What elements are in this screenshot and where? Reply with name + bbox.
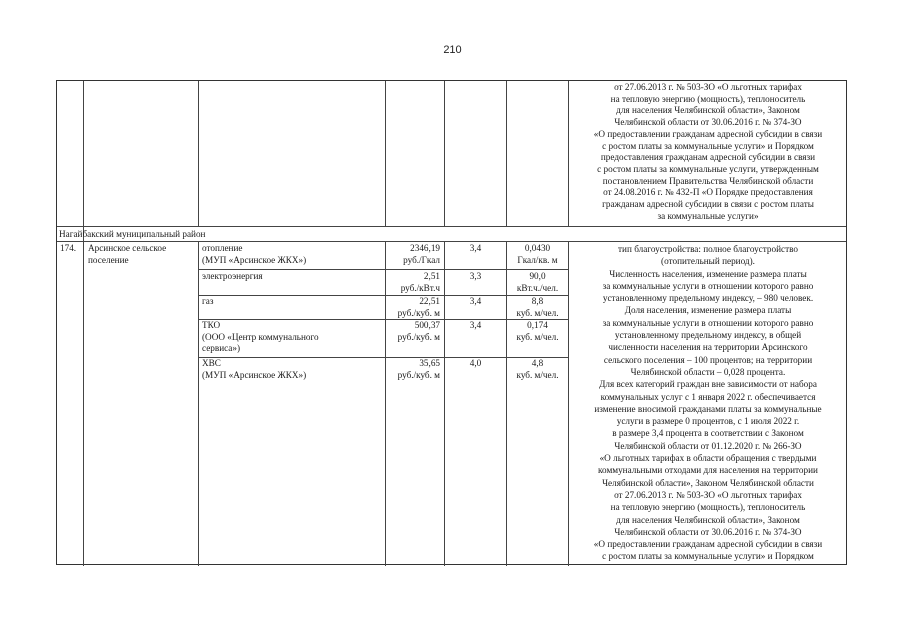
- tariff-value: 22,51: [419, 296, 440, 306]
- norm-value: 90,0: [529, 271, 546, 281]
- col-divider: [385, 81, 386, 226]
- norm-cold-water: [507, 358, 568, 381]
- note-line: за коммунальные услуги в отношении которого равно: [602, 317, 814, 328]
- service-name-cold-water: [202, 358, 384, 381]
- legal-basis-continuation: [569, 82, 847, 226]
- note-line: «О льготных тарифах в области обращения с твердыми: [599, 453, 817, 464]
- tariff-value: 2346,19: [410, 243, 440, 253]
- norm-unit: куб. м/чел.: [516, 331, 559, 342]
- norm-unit: Гкал/кв. м: [517, 254, 558, 265]
- service-name-heating: [202, 243, 384, 266]
- norm-unit: кВт.ч./чел.: [516, 282, 559, 293]
- legal-line: от 24.08.2016 г. № 432-П «О Порядке предоставления: [603, 187, 813, 198]
- note-line: численности населения на территории Арсинского: [608, 342, 808, 353]
- norm-gas: [507, 296, 568, 319]
- note-line: (отопительный период).: [661, 256, 755, 267]
- tariff-electricity: [386, 271, 440, 294]
- norm-value: 0,174: [527, 320, 548, 330]
- index-gas: 3,4: [469, 296, 482, 306]
- service-line: (МУП «Арсинское ЖКХ»): [202, 254, 307, 265]
- note-line: Челябинской области от 30.06.2016 г. № 374-ЗО: [614, 526, 802, 537]
- page-number: 210: [443, 44, 462, 56]
- row-divider: [57, 226, 846, 227]
- tariff-unit: руб./куб. м: [397, 331, 440, 342]
- tariff-waste: [386, 320, 440, 343]
- note-line: за коммунальные услуги в отношении которого равно: [602, 280, 814, 291]
- legal-line: на тепловую энергию (мощность), теплоноситель: [610, 93, 806, 104]
- note-line: от 27.06.2013 г. № 503-ЗО «О льготных тарифах: [614, 489, 802, 500]
- norm-unit: куб. м/чел.: [516, 307, 559, 318]
- service-line: ХВС: [202, 358, 221, 368]
- settlement-line: Арсинское сельское: [88, 243, 167, 253]
- col-divider: [198, 241, 199, 566]
- region-header: Нагайбакский муниципальный район: [59, 229, 206, 239]
- note-line: Численность населения, изменение размера платы: [609, 268, 807, 279]
- note-line: тип благоустройства: полное благоустройство: [618, 244, 798, 254]
- legal-line: «О предоставлении гражданам адресной субсидии в связи: [593, 128, 823, 139]
- legal-line: постановлением Правительства Челябинской области: [602, 175, 814, 186]
- settlement-name: [88, 243, 198, 266]
- norm-heating: [507, 243, 568, 266]
- note-line: на тепловую энергию (мощность), теплоноситель: [610, 502, 806, 513]
- row-divider: [198, 269, 568, 270]
- note-line: в размере 3,4 процента в соответствии с Законом: [612, 428, 804, 439]
- notes-cell: [569, 243, 847, 565]
- tariff-gas: [386, 296, 440, 319]
- legal-line: с ростом платы за коммунальные услуги, утвержденным: [597, 163, 819, 174]
- tariff-unit: руб./куб. м: [397, 307, 440, 318]
- service-line: ТКО: [202, 320, 221, 330]
- norm-value: 0,0430: [524, 243, 551, 253]
- col-divider: [444, 241, 445, 566]
- index-cold-water: 4,0: [469, 358, 482, 368]
- tariff-value: 2,51: [423, 271, 440, 281]
- legal-line: для населения Челябинской области», Законом: [616, 105, 800, 116]
- tariff-table: [56, 80, 847, 565]
- col-divider: [83, 81, 84, 566]
- service-line: отопление: [202, 243, 243, 253]
- service-line: электроэнергия: [202, 271, 263, 281]
- note-line: Челябинской области», Законом Челябинской области: [602, 477, 814, 488]
- row-divider: [57, 241, 846, 242]
- tariff-unit: руб./куб. м: [397, 369, 440, 380]
- settlement-line: поселение: [88, 254, 129, 265]
- service-name-gas: [202, 296, 384, 308]
- norm-value: 8,8: [531, 296, 544, 306]
- norm-unit: куб. м/чел.: [516, 369, 559, 380]
- note-line: коммунальными отходами для населения на территории: [598, 465, 818, 476]
- note-line: Доля населения, изменение размера платы: [624, 305, 792, 316]
- col-divider: [444, 81, 445, 226]
- legal-line: с ростом платы за коммунальные услуги» и Порядком: [602, 140, 814, 151]
- note-line: «О предоставлении гражданам адресной субсидии в связи: [593, 539, 823, 550]
- entry-number: 174.: [60, 243, 77, 253]
- note-line: сельского поселения – 100 процентов; на территории: [603, 354, 813, 365]
- note-line: Челябинской области – 0,028 процента.: [630, 366, 786, 377]
- service-line: газ: [202, 296, 214, 306]
- norm-electricity: [507, 271, 568, 294]
- service-line: (МУП «Арсинское ЖКХ»): [202, 369, 307, 380]
- note-line: Для всех категорий граждан вне зависимости от набора: [599, 379, 817, 390]
- tariff-value: 500,37: [414, 320, 440, 330]
- legal-line: от 27.06.2013 г. № 503-ЗО «О льготных тарифах: [614, 82, 802, 92]
- col-divider: [506, 81, 507, 226]
- norm-waste: [507, 320, 568, 343]
- norm-value: 4,8: [531, 358, 544, 368]
- note-line: установленному предельному индексу, в общей: [614, 330, 802, 341]
- legal-line: гражданам адресной субсидии в связи с ростом платы: [602, 199, 814, 210]
- note-line: с ростом платы за коммунальные услуги» и Порядком: [602, 551, 814, 562]
- tariff-value: 35,65: [419, 358, 440, 368]
- note-line: для населения Челябинской области», Законом: [616, 514, 800, 525]
- legal-line: Челябинской области от 30.06.2016 г. № 374-ЗО: [614, 117, 802, 128]
- tariff-cold-water: [386, 358, 440, 381]
- tariff-heating: [386, 243, 440, 266]
- service-line: (ООО «Центр коммунального: [202, 331, 319, 342]
- tariff-unit: руб./Гкал: [403, 254, 440, 265]
- note-line: Челябинской области от 01.12.2020 г. № 266-ЗО: [614, 440, 802, 451]
- service-name-electricity: [202, 271, 384, 283]
- legal-line: за коммунальные услуги»: [657, 210, 759, 221]
- index-electricity: 3,3: [469, 271, 482, 281]
- tariff-unit: руб./кВт.ч: [400, 282, 440, 293]
- service-line: сервиса»): [202, 343, 241, 354]
- note-line: изменение вносимой гражданами платы за коммунальные: [594, 403, 822, 414]
- note-line: услуги в размере 0 процентов, с 1 июля 2022 г.: [616, 416, 800, 427]
- service-name-waste: [202, 320, 384, 355]
- index-heating: 3,4: [469, 243, 482, 253]
- note-line: коммунальных услуг с 1 января 2022 г. обеспечивается: [600, 391, 816, 402]
- note-line: установленному предельному индексу, – 980 человек.: [602, 293, 814, 304]
- col-divider: [198, 81, 199, 226]
- legal-line: предоставления гражданам адресной субсидии в связи: [600, 152, 816, 163]
- index-waste: 3,4: [469, 320, 482, 330]
